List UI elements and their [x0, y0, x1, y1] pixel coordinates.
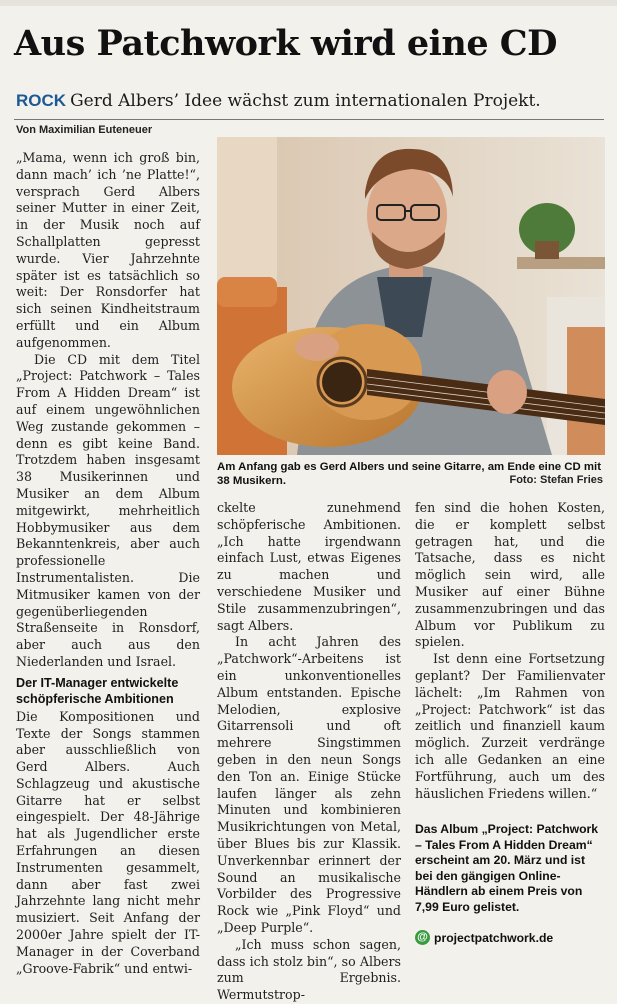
section-subhead: Der IT-Manager entwickelte schöpferische Ambitionen — [16, 675, 179, 706]
headline: Aus Patchwork wird eine CD — [14, 23, 558, 64]
photo-credit: Foto: Stefan Fries — [509, 474, 603, 486]
photo-caption: Am Anfang gab es Gerd Albers und seine Gitarre, am Ende eine CD mit 38 Musikern. — [217, 461, 601, 487]
divider — [14, 119, 604, 120]
paragraph: „Mama, wenn ich groß bin, dann mach’ ich ’ne Platte!“, versprach Gerd Albers seiner Mutter in einer Zeit, in der Musik noch auf Schallplatten gepresst wurde. Vier Jahrzehnte später ist es tatsächlich so weit: Der Ronsdorfer hat sich seinen Kindheitstraum erfüllt und ein Album aufgenommen. — [16, 150, 200, 350]
subheadline-row — [16, 90, 611, 112]
paragraph: Ist denn eine Fortsetzung geplant? Der Familienvater lächelt: „Im Rahmen von „Project: Patchwork“ ist das zeitlich und finanziell kaum möglich. Zurzeit verdränge ich alle Gedanken an eine Fortführung, auch um des häuslichen Friedens willen.“ — [415, 651, 605, 801]
subheadline: Gerd Albers’ Idee wächst zum internationalen Projekt. — [70, 91, 541, 111]
website-link[interactable] — [415, 930, 553, 945]
paragraph: Die Kompositionen und Texte der Songs stammen aber ausschließlich von Gerd Albers. Auch Schlagzeug und akustische Gitarre hat er selbst eingespielt. Der 48-Jährige hat als Jugendlicher erste Erfahrungen an diesen Instrumenten gesammelt, dann aber fast zwei Jahrzehnte lang nicht mehr musiziert. Seit Anfang der 2000er Jahre spielt der IT-Manager in der Coverband „Groove-Fabrik“ und entwi- — [16, 708, 200, 976]
article-photo — [217, 137, 605, 455]
column-1 — [16, 150, 200, 977]
column-2 — [217, 500, 401, 1004]
album-info-box: Das Album „Project: Patchwork – Tales From A Hidden Dream“ erscheint am 20. März und ist bei den gängigen Online-Händlern ab einem Preis von 7,99 Euro gelistet. — [415, 822, 599, 914]
page-edge — [0, 0, 617, 6]
byline: Von Maximilian Euteneuer — [16, 124, 153, 136]
paragraph: fen sind die hohen Kosten, die er komplett selbst getragen hat, und die Tatsache, dass es nicht möglich sein wird, alle Musiker auf einer Bühne zusammenzubringen und das Album vor Publikum zu spielen. — [415, 500, 605, 650]
kicker-label: ROCK — [16, 91, 67, 110]
paragraph: In acht Jahren des „Patchwork“-Arbeitens ist ein unkonventionelles Album entstanden. Epische Melodien, explosive Gitarrensoli und oft mehrere Singstimmen geben in den neun Songs den Ton an. Einige Stücke laufen länger als zehn Minuten und kombinieren Musikrichtungen von Metal, über Blues bis zur Klassik. Unverkennbar erinnert der Sound an musikalische Vorbilder des Progressive Rock wie „Pink Floyd“ und „Deep Purple“. — [217, 634, 401, 935]
website-link-text[interactable]: projectpatchwork.de — [434, 930, 554, 945]
paragraph: ckelte zunehmend schöpferische Ambitionen. „Ich hatte irgendwann einfach Lust, etwas Eigenes zu machen und verschiedene Musiker und Stile zusammenzubringen“, sagt Albers. — [217, 500, 401, 633]
paragraph: Die CD mit dem Titel „Project: Patchwork – Tales From A Hidden Dream“ ist auf einem ungewöhnlichen Weg zustande gekommen – denn es gibt keine Band. Trotzdem haben insgesamt 38 Musikerinnen und Musiker an dem Album mitgewirkt, mehrheitlich Hobbymusiker aus dem Bekanntenkreis, aber auch professionelle Instrumentalisten. Die Mitmusiker kamen von der gegenüberliegenden Straßenseite in Ronsdorf, aber auch aus den Niederlanden und Israel. — [16, 351, 200, 669]
guitarist-photo-illustration — [217, 137, 605, 455]
at-icon: @ — [415, 930, 430, 945]
paragraph: „Ich muss schon sagen, dass ich stolz bin“, so Albers zum Ergebnis. Wermutstrop- — [217, 936, 401, 1003]
column-3 — [415, 500, 605, 802]
